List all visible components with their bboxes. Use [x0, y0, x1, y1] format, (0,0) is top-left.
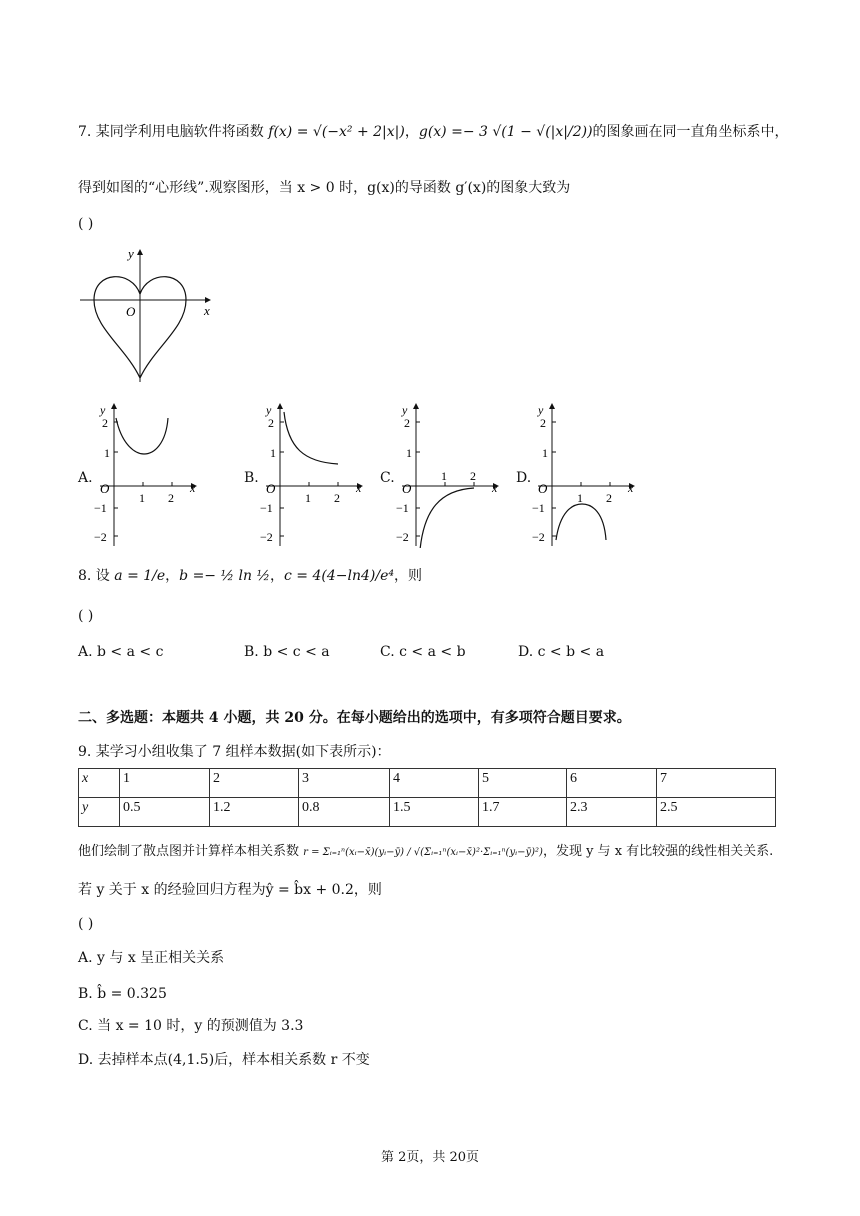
option-a-label-x: x [190, 481, 196, 495]
table-cell: 1.7 [479, 798, 567, 827]
q8-paren: ( ) [78, 608, 94, 624]
option-a-label-y: y [100, 403, 106, 417]
option-b-label-o: O [266, 481, 276, 496]
table-cell: 7 [657, 769, 776, 798]
q9-text1-suffix: ，发现 y 与 x 有比较强的线性相关关系. [542, 844, 774, 859]
option-b-label-y: y [266, 403, 272, 417]
option-c-tick-y1: 1 [406, 446, 412, 460]
q9-paren: ( ) [78, 916, 94, 932]
option-a-tick-ym1: −1 [94, 501, 107, 515]
q9-choice-c[interactable]: C. 当 x = 10 时，y 的预测值为 3.3 [78, 1018, 304, 1034]
heart-label-y: y [128, 246, 134, 261]
q9-data-table [78, 768, 776, 827]
q7-suffix: 的图象画在同一直角坐标系中， [592, 124, 789, 140]
option-a-tick-y1: 1 [104, 446, 110, 460]
option-b-label-x: x [356, 481, 362, 495]
q7-line1 [78, 122, 789, 142]
table-cell: 1 [120, 769, 210, 798]
section2-title: 二、多选题：本题共 4 小题，共 20 分。在每小题给出的选项中，有多项符合题目要求。 [78, 710, 631, 726]
q9-choice-d[interactable]: D. 去掉样本点(4,1.5)后，样本相关系数 r 不变 [78, 1052, 370, 1068]
table-cell: 6 [567, 769, 657, 798]
q8-a: a = 1/e [114, 568, 166, 584]
q8-suffix: ，则 [393, 568, 422, 584]
option-c-tick-ym1: −1 [396, 501, 409, 515]
option-a-tick-x1: 1 [139, 491, 145, 505]
page-footer: 第 2页，共 20页 [380, 1150, 480, 1165]
q9-choice-b[interactable]: B. b̂ = 0.325 [78, 986, 167, 1002]
option-a-tick-ym2: −2 [94, 530, 107, 544]
option-b-tick-x2: 2 [334, 491, 340, 505]
option-b-curve [284, 412, 338, 464]
q9-r-formula: r = Σᵢ₌₁ⁿ(xᵢ−x̄)(yᵢ−ȳ) / √(Σᵢ₌₁ⁿ(xᵢ−x̄)²·Σᵢ₌₁ⁿ(yᵢ−ȳ)²) [303, 847, 543, 858]
option-a-letter: A. [78, 470, 93, 486]
option-a-curve [116, 418, 168, 454]
heart-figure [76, 244, 216, 384]
option-a-tick-x2: 2 [168, 491, 174, 505]
table-cell: 2.3 [567, 798, 657, 827]
option-b-letter: B. [244, 470, 259, 486]
option-c-tick-ym2: −2 [396, 530, 409, 544]
table-row-x [79, 769, 776, 798]
q7-g-expr: g(x) =− 3 √(1 − √(|x|/2)) [418, 124, 593, 140]
option-b-tick-x1: 1 [305, 491, 311, 505]
option-b-tick-y2: 2 [268, 416, 274, 430]
table-cell: 1.5 [390, 798, 479, 827]
q8-choice-c[interactable]: C. c < a < b [380, 644, 466, 660]
q7-sep: ， [404, 124, 419, 140]
option-c-label-y: y [402, 403, 408, 417]
option-d-tick-x2: 2 [606, 491, 612, 505]
table-cell: 2.5 [657, 798, 776, 827]
q9-text1 [78, 842, 773, 863]
option-d-graph [530, 400, 640, 548]
option-b-tick-ym1: −1 [260, 501, 273, 515]
q8-choice-b[interactable]: B. b < c < a [244, 644, 330, 660]
table-cell: 2 [210, 769, 299, 798]
option-c-tick-x1: 1 [441, 469, 447, 483]
option-b-graph [258, 400, 368, 548]
table-cell: 5 [479, 769, 567, 798]
q7-prefix: 7. 某同学利用电脑软件将函数 [78, 124, 269, 140]
option-a-graph [92, 400, 202, 548]
table-cell: 4 [390, 769, 479, 798]
option-c-tick-y2: 2 [404, 416, 410, 430]
option-c-label-o: O [402, 481, 412, 496]
option-c-letter: C. [380, 470, 395, 486]
q8-prefix: 8. 设 [78, 568, 115, 584]
option-c-curve [420, 488, 474, 548]
q8-choice-d[interactable]: D. c < b < a [518, 644, 605, 660]
q8-b: b =− ½ ln ½ [179, 568, 271, 584]
option-d-tick-x1: 1 [577, 491, 583, 505]
option-d-label-y: y [538, 403, 544, 417]
heart-label-x: x [204, 303, 210, 318]
option-d-letter: D. [516, 470, 532, 486]
table-cell: x [79, 769, 120, 798]
option-d-tick-ym2: −2 [532, 530, 545, 544]
q9-text2: 若 y 关于 x 的经验回归方程为ŷ = b̂x + 0.2，则 [78, 882, 382, 898]
heart-label-o: O [126, 304, 136, 319]
q7-f-expr: f(x) = √(−x² + 2|x|) [268, 124, 405, 140]
q9-intro: 9. 某学习小组收集了 7 组样本数据(如下表所示)： [78, 744, 391, 760]
table-row-y [79, 798, 776, 827]
option-b-tick-y1: 1 [270, 446, 276, 460]
table-cell: 0.8 [299, 798, 390, 827]
option-d-tick-y2: 2 [540, 416, 546, 430]
option-a-tick-y2: 2 [102, 416, 108, 430]
q9-text1-prefix: 他们绘制了散点图并计算样本相关系数 [78, 844, 304, 859]
option-a-label-o: O [100, 481, 110, 496]
option-d-label-x: x [628, 481, 634, 495]
option-c-tick-x2: 2 [470, 469, 476, 483]
option-c-label-x: x [492, 481, 498, 495]
q9-choice-a[interactable]: A. y 与 x 呈正相关关系 [78, 950, 225, 966]
q7-paren: ( ) [78, 216, 94, 232]
q8-stem: 8. 设 a = 1/e，b =− ½ ln ½，c = 4(4−ln4)/e⁴，则 [78, 568, 422, 584]
option-d-label-o: O [538, 481, 548, 496]
option-c-graph [394, 400, 504, 548]
q7-line2: 得到如图的“心形线”.观察图形，当 x > 0 时，g(x)的导函数 g′(x)的图象大致为 [78, 180, 571, 196]
table-cell: 0.5 [120, 798, 210, 827]
q8-choice-a[interactable]: A. b < a < c [78, 644, 164, 660]
option-d-curve [556, 504, 606, 540]
option-b-tick-ym2: −2 [260, 530, 273, 544]
table-cell: 1.2 [210, 798, 299, 827]
q8-c: c = 4(4−ln4)/e⁴ [284, 568, 394, 584]
option-d-tick-y1: 1 [542, 446, 548, 460]
option-d-tick-ym1: −1 [532, 501, 545, 515]
table-cell: y [79, 798, 120, 827]
table-cell: 3 [299, 769, 390, 798]
